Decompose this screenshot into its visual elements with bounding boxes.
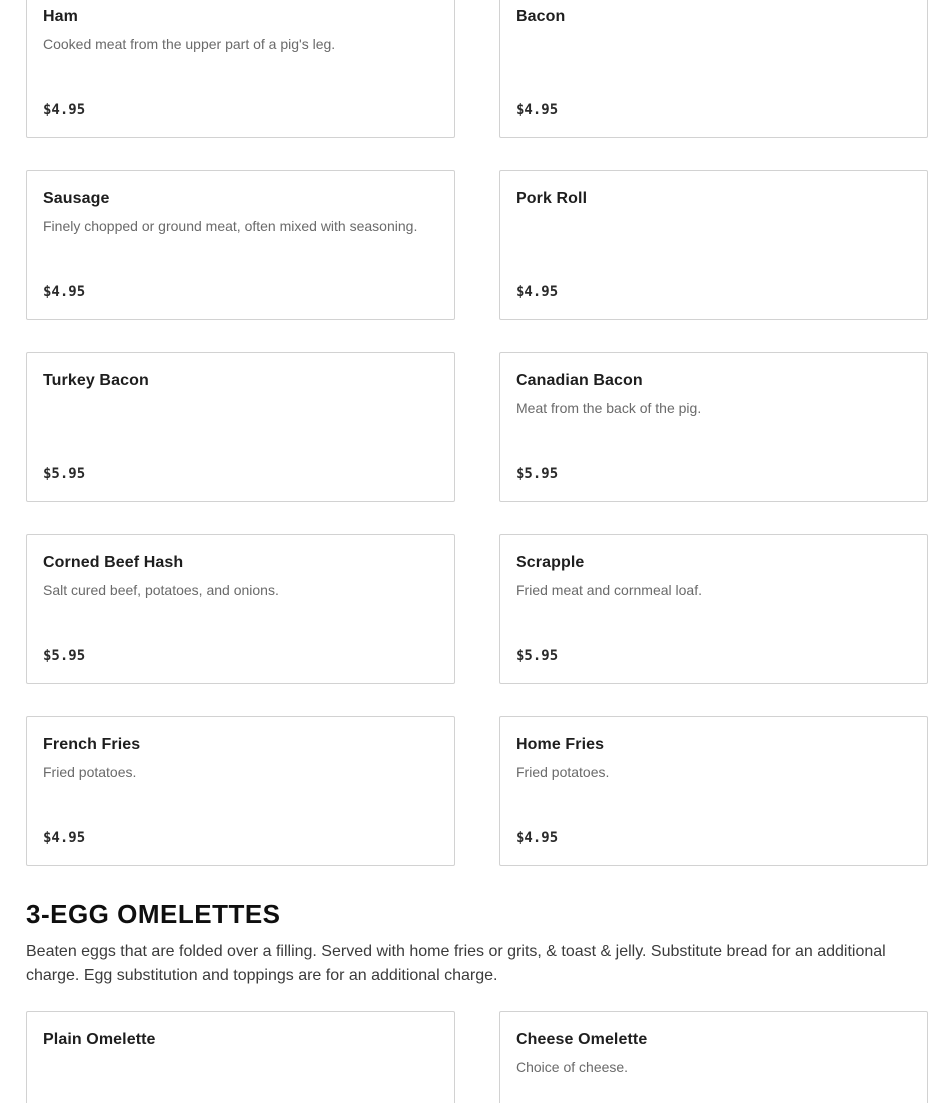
menu-item-card[interactable] <box>26 352 455 502</box>
menu-item-price: $5.95 <box>516 648 559 664</box>
menu-item-card[interactable] <box>499 534 928 684</box>
menu-item-description: Salt cured beef, potatoes, and onions. <box>43 582 279 598</box>
menu-item-card[interactable] <box>26 534 455 684</box>
menu-item-description: Cooked meat from the upper part of a pig's leg. <box>43 36 336 52</box>
menu-item-card[interactable] <box>26 716 455 866</box>
menu-item-name: Home Fries <box>516 736 605 753</box>
menu-item-price: $4.95 <box>43 284 86 300</box>
menu-item-price: $4.95 <box>516 284 559 300</box>
menu-item-description: Meat from the back of the pig. <box>516 400 702 416</box>
menu-item-card[interactable] <box>499 170 928 320</box>
menu-item-card[interactable] <box>26 0 455 138</box>
section-title: 3-EGG OMELETTES <box>26 899 281 929</box>
menu-item-price: $4.95 <box>516 830 559 846</box>
menu-item-price: $5.95 <box>516 466 559 482</box>
menu-item-name: Corned Beef Hash <box>43 554 184 571</box>
menu-item-description: Finely chopped or ground meat, often mixed with seasoning. <box>43 218 418 234</box>
menu-item-name: Cheese Omelette <box>516 1031 648 1048</box>
menu-item-name: Scrapple <box>516 554 585 571</box>
menu-item-card[interactable] <box>499 0 928 138</box>
menu-item-price: $5.95 <box>43 648 86 664</box>
menu-item-card[interactable] <box>499 1011 928 1103</box>
menu-item-price: $4.95 <box>43 102 86 118</box>
menu-item-name: French Fries <box>43 736 141 753</box>
menu-item-name: Bacon <box>516 8 566 25</box>
menu-item-name: Plain Omelette <box>43 1031 156 1048</box>
menu-item-description: Fried potatoes. <box>516 764 610 780</box>
menu-item-name: Turkey Bacon <box>43 372 149 389</box>
menu-item-card[interactable] <box>26 1011 455 1103</box>
menu-item-card[interactable] <box>26 170 455 320</box>
menu-item-description: Choice of cheese. <box>516 1059 629 1075</box>
menu-item-name: Ham <box>43 8 78 25</box>
menu-item-card[interactable] <box>499 716 928 866</box>
menu-item-name: Sausage <box>43 190 110 207</box>
menu-item-description: Fried meat and cornmeal loaf. <box>516 582 702 598</box>
menu-item-card[interactable] <box>499 352 928 502</box>
menu-item-price: $4.95 <box>43 830 86 846</box>
menu-item-price: $5.95 <box>43 466 86 482</box>
menu-item-name: Pork Roll <box>516 190 588 207</box>
sides-grid <box>26 0 928 866</box>
menu-item-description: Fried potatoes. <box>43 764 137 780</box>
omelettes-grid <box>26 1011 928 1103</box>
section-description: Beaten eggs that are folded over a filling. Served with home fries or grits, & toast & jelly. Substitute bread for an additional charge. Egg substitution and toppings are for an additional charge. <box>26 943 886 984</box>
menu-item-price: $4.95 <box>516 102 559 118</box>
menu-item-name: Canadian Bacon <box>516 372 643 389</box>
